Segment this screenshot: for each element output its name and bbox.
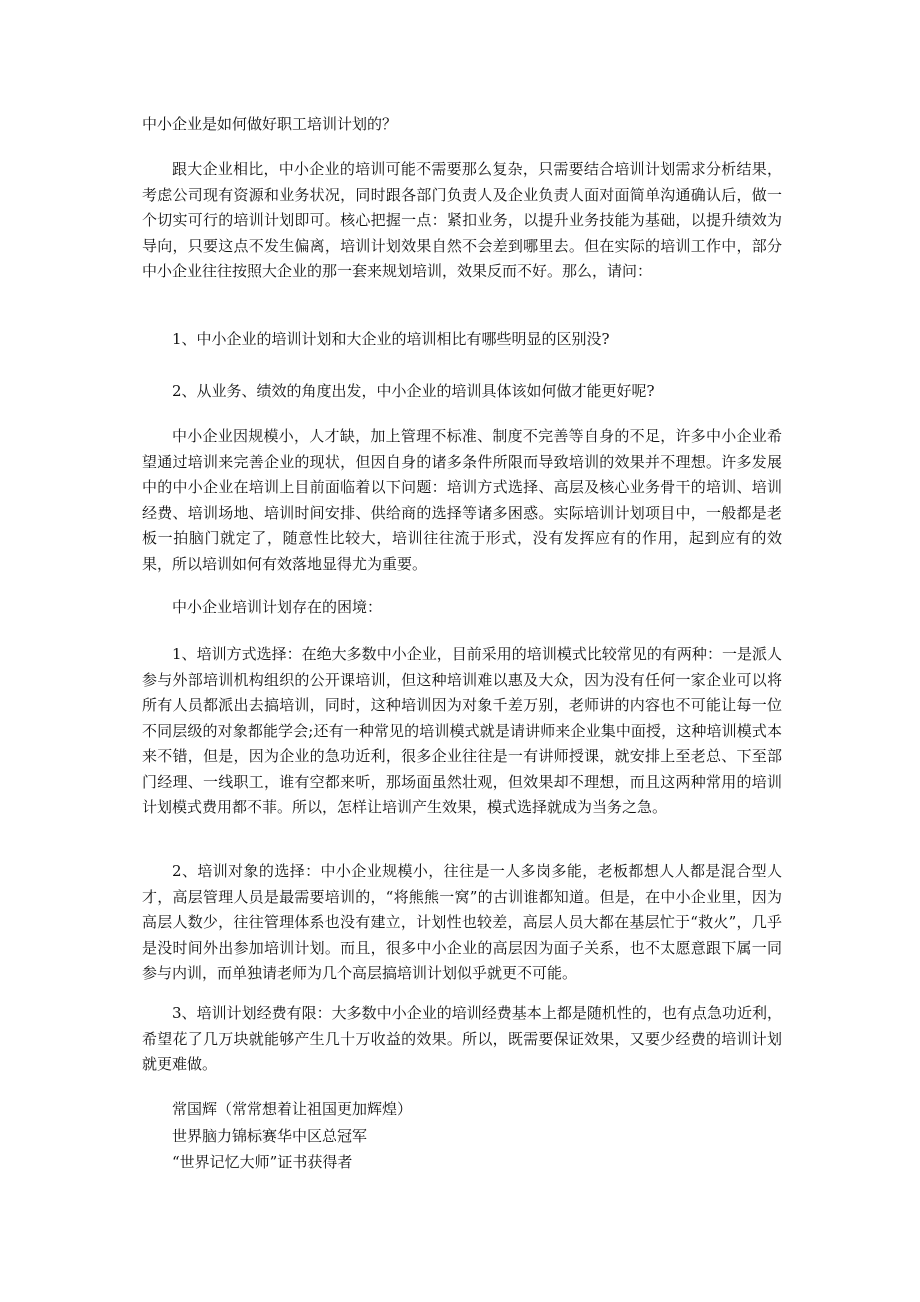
paragraph-dilemma-heading: 中小企业培训计划存在的困境： <box>172 598 383 616</box>
paragraph-question-1: 1、中小企业的培训计划和大企业的培训相比有哪些明显的区别没? <box>172 330 610 348</box>
signature-name: 常国辉（常常想着让祖国更加辉煌） <box>172 1100 413 1118</box>
signature-certificate: “世界记忆大师”证书获得者 <box>172 1153 353 1171</box>
paragraph-intro: 跟大企业相比，中小企业的培训可能不需要那么复杂，只需要结合培训计划需求分析结果，考虑公司现有资源和业务状况，同时跟各部门负责人及企业负责人面对面简单沟通确认后，做一个切实可行的培训计划即可。核心把握一点：紧扣业务，以提升业务技能为基础，以提升绩效为导向，只要这点不发生偏离，培训计划效果自然不会差到哪里去。但在实际的培训工作中，部分中小企业往往按照大企业的那一套来规划培训，效果反而不好。那么，请问： <box>142 160 782 280</box>
document-title: 中小企业是如何做好职工培训计划的？ <box>142 115 398 133</box>
signature-title: 世界脑力锦标赛华中区总冠军 <box>172 1127 368 1145</box>
paragraph-dilemma-2: 2、培训对象的选择：中小企业规模小，往往是一人多岗多能，老板都想人人都是混合型人才，高层管理人员是最需要培训的，“将熊熊一窝”的古训谁都知道。但是，在中小企业里，因为高层人数少，往往管理体系也没有建立，计划性也较差，高层人员大都在基层忙于“救火”，几乎是没时间外出参加培训计划。而且，很多中小企业的高层因为面子关系，也不太愿意跟下属一同参与内训，而单独请老师为几个高层搞培训计划似乎就更不可能。 <box>142 862 782 982</box>
paragraph-answer: 中小企业因规模小，人才缺，加上管理不标准、制度不完善等自身的不足，许多中小企业希望通过培训来完善企业的现状，但因自身的诸多条件所限而导致培训的效果并不理想。许多发展中的中小企业在培训上目前面临着以下问题：培训方式选择、高层及核心业务骨干的培训、培训经费、培训场地、培训时间安排、供给商的选择等诸多困惑。实际培训计划项目中，一般都是老板一拍脑门就定了，随意性比较大，培训往往流于形式，没有发挥应有的作用，起到应有的效果，所以培训如何有效落地显得尤为重要。 <box>142 427 782 573</box>
paragraph-question-2: 2、从业务、绩效的角度出发，中小企业的培训具体该如何做才能更好呢? <box>172 382 655 400</box>
paragraph-dilemma-1: 1、培训方式选择：在绝大多数中小企业，目前采用的培训模式比较常见的有两种：一是派人参与外部培训机构组织的公开课培训，但这种培训难以惠及大众，因为没有任何一家企业可以将所有人员都派出去搞培训，同时，这种培训因为对象千差万别，老师讲的内容也不可能让每一位不同层级的对象都能学会;还有一种常见的培训模式就是请讲师来企业集中面授，这种培训模式本来不错，但是，因为企业的急功近利，很多企业往往是一有讲师授课，就安排上至老总、下至部门经理、一线职工，谁有空都来听，那场面虽然壮观，但效果却不理想，而且这两种常用的培训计划模式费用都不菲。所以，怎样让培训产生效果，模式选择就成为当务之急。 <box>142 645 782 816</box>
paragraph-dilemma-3: 3、培训计划经费有限：大多数中小企业的培训经费基本上都是随机性的，也有点急功近利，希望花了几万块就能够产生几十万收益的效果。所以，既需要保证效果，又要少经费的培训计划就更难做。 <box>142 1004 782 1073</box>
